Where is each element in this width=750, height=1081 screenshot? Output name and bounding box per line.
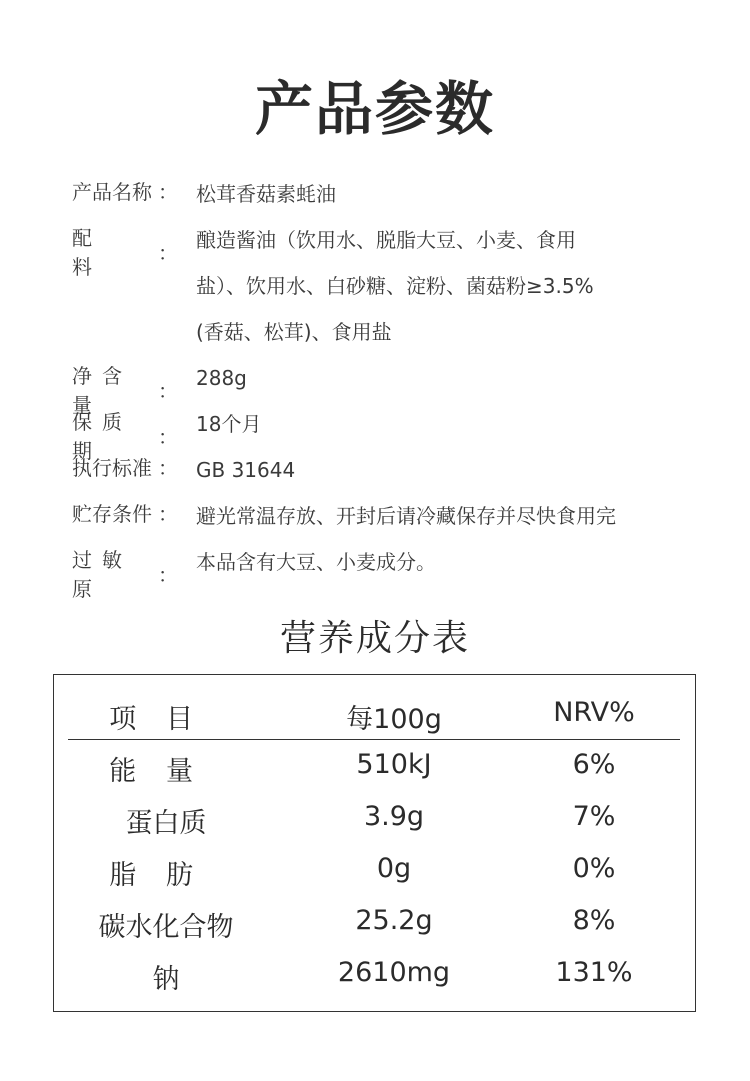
nutrient-amount: 3.9g <box>363 801 425 832</box>
spec-row-ingredients <box>72 222 712 360</box>
spec-value-line: 酿造酱油（饮用水、脱脂大豆、小麦、食用 <box>196 228 576 252</box>
spec-label-char: 保质期 <box>72 410 132 463</box>
nutrient-name: 蛋白质 <box>125 808 207 839</box>
spec-value <box>196 406 716 452</box>
spec-value-line: 本品含有大豆、小麦成分。 <box>196 550 436 574</box>
spec-row-allergens <box>72 544 712 601</box>
spec-value-line: (香菇、松茸)、食用盐 <box>196 320 392 344</box>
nutrient-amount: 25.2g <box>355 905 433 936</box>
spec-value-line: 避光常温存放、开封后请冷藏保存并尽快食用完 <box>196 504 616 528</box>
spec-value-line: 松茸香菇素蚝油 <box>196 182 336 206</box>
spec-value <box>196 360 716 406</box>
spec-label <box>72 544 178 602</box>
nutrition-table-header <box>68 695 680 740</box>
colon: ： <box>158 456 178 480</box>
nutrient-name: 碳水化合物 <box>98 912 234 943</box>
spec-label <box>72 498 178 527</box>
spec-row-shelf-life <box>72 406 712 463</box>
nutrient-amount: 2610mg <box>337 957 451 988</box>
page-title: 产品参数 <box>254 75 495 143</box>
table-row <box>68 957 680 997</box>
spec-value <box>196 452 716 498</box>
table-row <box>68 801 680 841</box>
spec-label-char: 配料 <box>72 226 144 279</box>
colon: ： <box>158 378 178 403</box>
spec-value <box>196 498 716 544</box>
colon: ： <box>158 240 178 265</box>
spec-value-line: 18个月 <box>196 412 262 436</box>
table-row <box>68 853 680 893</box>
product-specs <box>72 176 712 601</box>
spec-label-char: 执行标准 <box>72 456 152 480</box>
table-row <box>68 905 680 945</box>
header-per-100g: 每100g <box>346 704 442 735</box>
header-item: 项目 <box>109 704 223 735</box>
spec-label <box>72 176 178 205</box>
spec-value-line: 盐）、饮用水、白砂糖、淀粉、菌菇粉≥3.5% <box>196 274 594 298</box>
nutrient-nrv: 8% <box>572 905 616 936</box>
spec-value-line: GB 31644 <box>196 458 296 482</box>
spec-row-net-weight <box>72 360 712 417</box>
nutrient-name: 脂肪 <box>109 860 223 891</box>
spec-label <box>72 222 178 280</box>
spec-value <box>196 544 716 590</box>
spec-value <box>196 176 716 222</box>
spec-value-line: 288g <box>196 366 247 390</box>
spec-label <box>72 452 178 481</box>
spec-row-standard <box>72 452 712 498</box>
nutrient-name: 钠 <box>152 964 180 995</box>
table-row <box>68 749 680 789</box>
spec-value <box>196 222 716 360</box>
nutrient-nrv: 0% <box>572 853 616 884</box>
colon: ： <box>158 180 178 204</box>
spec-label-char: 贮存条件 <box>72 502 152 526</box>
nutrition-title: 营养成分表 <box>279 618 470 659</box>
colon: ： <box>158 502 178 526</box>
nutrient-amount: 510kJ <box>356 749 432 780</box>
nutrient-amount: 0g <box>376 853 412 884</box>
nutrition-table <box>53 674 696 1012</box>
spec-row-product-name <box>72 176 712 222</box>
nutrient-nrv: 7% <box>572 801 616 832</box>
spec-row-storage <box>72 498 712 544</box>
nutrient-nrv: 6% <box>572 749 616 780</box>
header-nrv: NRV% <box>553 697 635 728</box>
colon: ： <box>158 424 178 449</box>
colon: ： <box>158 562 178 587</box>
nutrient-name: 能量 <box>109 756 223 787</box>
nutrient-nrv: 131% <box>555 957 633 988</box>
spec-label-char: 过敏原 <box>72 548 132 601</box>
spec-label-char: 净含量 <box>72 364 132 417</box>
spec-label-char: 产品名称 <box>72 180 152 204</box>
